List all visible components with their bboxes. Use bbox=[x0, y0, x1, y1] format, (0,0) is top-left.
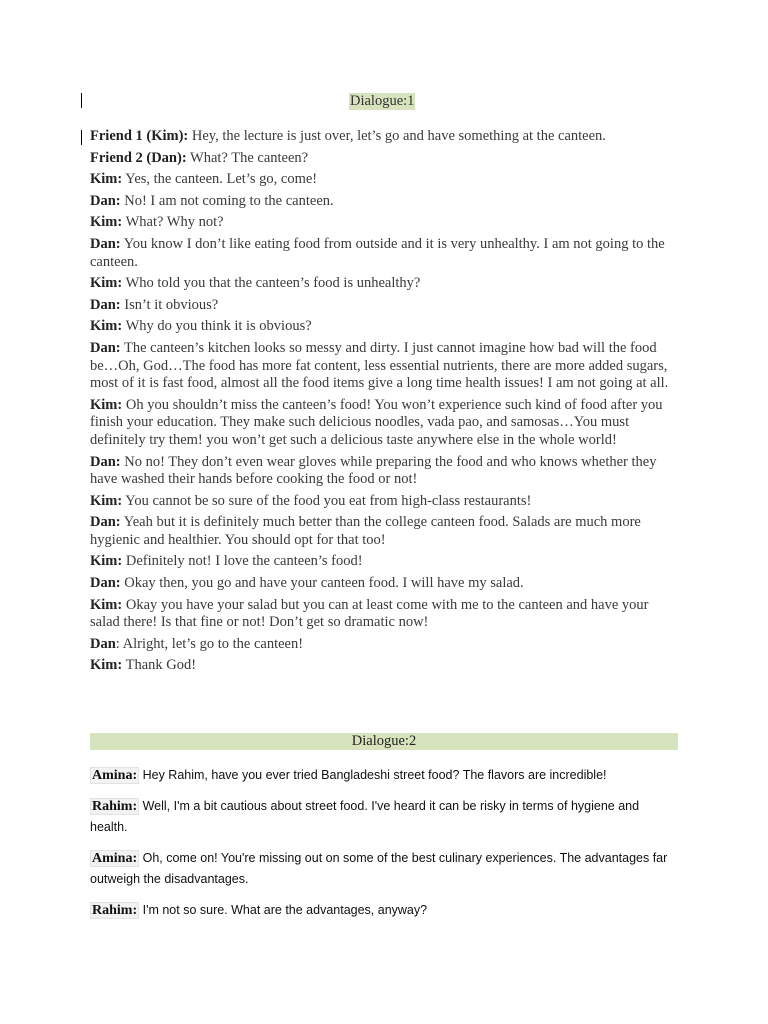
dialogue-line bbox=[90, 848, 680, 890]
line-text: Oh, come on! You're missing out on some of the best culinary experiences. The advantages far outweigh the disadvantages. bbox=[90, 851, 668, 886]
dialogue-line bbox=[90, 553, 680, 571]
dialogue-1-title: Dialogue:1 bbox=[350, 93, 415, 109]
dialogue-line bbox=[90, 340, 680, 393]
speaker-label: Kim: bbox=[90, 657, 123, 674]
speaker-label: Kim: bbox=[90, 553, 123, 570]
text-cursor bbox=[81, 130, 82, 145]
speaker-label: Dan: bbox=[90, 575, 121, 592]
line-text: Okay then, you go and have your canteen food. I will have my salad. bbox=[120, 575, 524, 592]
dialogue-line bbox=[90, 318, 680, 336]
line-text: Why do you think it is obvious? bbox=[122, 318, 312, 335]
dialogue-line bbox=[90, 454, 680, 489]
speaker-label: Dan: bbox=[90, 514, 121, 531]
line-text: Well, I'm a bit cautious about street food. I've heard it can be risky in terms of hygiene and health. bbox=[90, 799, 640, 834]
line-text: No no! They don’t even wear gloves while preparing the food and who knows whether they have washed their hands before cooking the food or not! bbox=[90, 453, 657, 488]
speaker-label: Kim: bbox=[90, 318, 123, 335]
speaker-label: Dan: bbox=[90, 296, 121, 313]
dialogue-line bbox=[90, 128, 680, 146]
line-text: No! I am not coming to the canteen. bbox=[120, 192, 334, 209]
speaker-label: Kim: bbox=[90, 596, 123, 613]
line-text: What? The canteen? bbox=[186, 149, 309, 166]
speaker-label: Dan: bbox=[90, 339, 121, 356]
line-text: : Alright, let’s go to the canteen! bbox=[115, 635, 304, 652]
speaker-label: Dan bbox=[90, 635, 116, 652]
line-text: Hey Rahim, have you ever tried Bangladeshi street food? The flavors are incredible! bbox=[139, 768, 607, 782]
dialogue-line bbox=[90, 171, 680, 189]
speaker-label: Kim: bbox=[90, 492, 123, 509]
speaker-label: Rahim: bbox=[92, 903, 138, 918]
dialogue-line bbox=[90, 275, 680, 293]
dialogue-line bbox=[90, 636, 680, 654]
dialogue-line bbox=[90, 397, 680, 450]
dialogue-line bbox=[90, 597, 680, 632]
line-text: Yeah but it is definitely much better than the college canteen food. Salads are much more hygienic and healthier. You should opt for that too! bbox=[90, 514, 641, 548]
dialogue-2-body bbox=[90, 765, 680, 931]
text-cursor bbox=[81, 93, 82, 108]
dialogue-line bbox=[90, 657, 680, 675]
dialogue-line bbox=[90, 236, 680, 271]
line-text: Yes, the canteen. Let’s go, come! bbox=[122, 171, 318, 188]
line-text: Oh you shouldn’t miss the canteen’s food! You won’t experience such kind of food after you finish your education. They make such delicious noodles, vada pao, and samosas…You must definitely try them! you won’t get such a delicious taste anywhere else in the whole world! bbox=[90, 396, 663, 448]
dialogue-line bbox=[90, 900, 680, 921]
speaker-label: Friend 1 (Kim): bbox=[90, 128, 189, 144]
dialogue-line bbox=[90, 796, 680, 838]
speaker-label: Dan: bbox=[90, 235, 121, 252]
dialogue-line bbox=[90, 297, 680, 315]
line-text: Who told you that the canteen’s food is unhealthy? bbox=[122, 275, 421, 292]
dialogue-line bbox=[90, 150, 680, 168]
speaker-label: Kim: bbox=[90, 214, 123, 231]
speaker-label: Kim: bbox=[90, 171, 123, 188]
speaker-label: Kim: bbox=[90, 396, 123, 413]
line-text: You know I don’t like eating food from outside and it is very unhealthy. I am not going to the canteen. bbox=[90, 235, 665, 270]
dialogue-line bbox=[90, 493, 680, 511]
line-text: Thank God! bbox=[122, 657, 197, 674]
line-text: The canteen’s kitchen looks so messy and dirty. I just cannot imagine how bad will the food be…Oh, God…The food has more fat content, less essential nutrients, there are more added sugars, most of it is fast food, almost all the food items give a long time health issues! I am not going at all. bbox=[90, 339, 669, 392]
dialogue-line bbox=[90, 765, 680, 786]
dialogue-line bbox=[90, 214, 680, 232]
line-text: What? Why not? bbox=[122, 214, 224, 231]
dialogue-2-title: Dialogue:2 bbox=[90, 733, 678, 750]
speaker-label: Amina: bbox=[92, 768, 138, 783]
speaker-label: Amina: bbox=[92, 851, 138, 866]
dialogue-1-body bbox=[90, 128, 680, 679]
dialogue-line bbox=[90, 514, 680, 549]
line-text: Isn’t it obvious? bbox=[120, 296, 219, 313]
speaker-label: Friend 2 (Dan): bbox=[90, 149, 187, 166]
speaker-label: Dan: bbox=[90, 192, 121, 209]
speaker-label: Rahim: bbox=[92, 799, 138, 814]
line-text: Hey, the lecture is just over, let’s go and have something at the canteen. bbox=[188, 128, 606, 144]
line-text: Definitely not! I love the canteen’s food! bbox=[122, 553, 363, 570]
dialogue-line bbox=[90, 575, 680, 593]
speaker-label: Kim: bbox=[90, 275, 123, 292]
dialogue-line bbox=[90, 193, 680, 211]
line-text: You cannot be so sure of the food you eat from high-class restaurants! bbox=[122, 492, 532, 509]
speaker-label: Dan: bbox=[90, 453, 121, 470]
line-text: I'm not so sure. What are the advantages, anyway? bbox=[139, 903, 428, 917]
line-text: Okay you have your salad but you can at least come with me to the canteen and have your salad there! Is that fine or not! Don’t get so dramatic now! bbox=[90, 596, 649, 631]
